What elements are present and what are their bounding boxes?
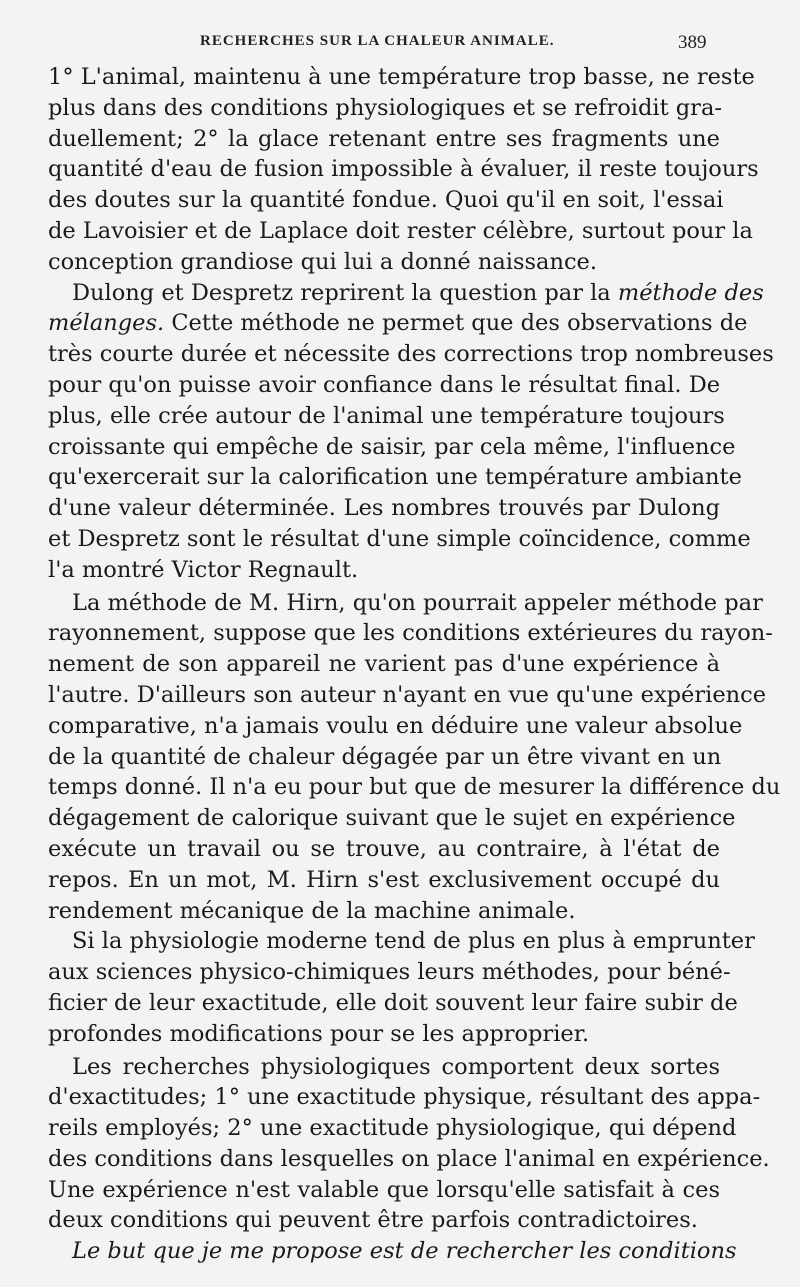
body-text <box>48 62 781 1267</box>
text-line: dégagement de calorique suivant que le sujet en expérience <box>48 805 736 832</box>
text-line <box>48 1236 737 1267</box>
text-line: très courte durée et nécessite des corrections trop nombreuses <box>48 341 774 368</box>
text-line: rendement mécanique de la machine animale. <box>48 897 576 924</box>
italic-sentence: Le but que je me propose est de rechercher les conditions <box>72 1238 737 1265</box>
text-line: l'a montré Victor Regnault. <box>48 556 359 583</box>
text-line <box>48 278 764 309</box>
text-line: Si la physiologie moderne tend de plus en plus à emprunter <box>72 928 755 955</box>
text-line: Une expérience n'est valable que lorsqu'elle satisfait à ces <box>48 1176 720 1203</box>
text-line: comparative, n'a jamais voulu en déduire une valeur absolue <box>48 712 743 739</box>
text-line: La méthode de M. Hirn, qu'on pourrait appeler méthode par <box>72 589 763 616</box>
text-line: quantité d'eau de fusion impossible à évaluer, il reste toujours <box>48 156 759 183</box>
text-line: et Despretz sont le résultat d'une simple coïncidence, comme <box>48 525 751 552</box>
text-line: exécute un travail ou se trouve, au contraire, à l'état de <box>48 835 720 862</box>
text-line: des doutes sur la quantité fondue. Quoi qu'il en soit, l'essai <box>48 187 724 214</box>
text-line: aux sciences physico-chimiques leurs méthodes, pour béné- <box>48 959 731 986</box>
text-line: de Lavoisier et de Laplace doit rester célèbre, surtout pour la <box>48 217 753 244</box>
text-line: plus dans des conditions physiologiques et se refroidit gra- <box>48 94 722 121</box>
text-line: nement de son appareil ne varient pas d'une expérience à <box>48 651 720 678</box>
text-line <box>48 308 748 339</box>
text-line: pour qu'on puisse avoir confiance dans le résultat final. De <box>48 371 721 398</box>
text-line: 1° L'animal, maintenu à une température trop basse, ne reste <box>48 64 755 90</box>
text-line: profondes modifications pour se les approprier. <box>48 1020 590 1047</box>
text-line: d'exactitudes; 1° une exactitude physique, résultant des appa- <box>48 1084 761 1111</box>
text-segment: Cette méthode ne permet que des observations de <box>171 310 748 337</box>
text-line: des conditions dans lesquelles on place l'animal en expérience. <box>48 1145 770 1172</box>
italic-term: mélanges. <box>48 310 165 337</box>
text-line: deux conditions qui peuvent être parfois contradictoires. <box>48 1207 698 1234</box>
text-line: conception grandiose qui lui a donné naissance. <box>48 248 598 275</box>
text-line: duellement; 2° la glace retenant entre ses fragments une <box>48 125 720 152</box>
text-line: croissante qui empêche de saisir, par cela même, l'influence <box>48 433 736 460</box>
text-segment: Dulong et Despretz reprirent la question par la <box>72 279 611 306</box>
page-number: 389 <box>678 32 707 53</box>
text-line: ficier de leur exactitude, elle doit souvent leur faire subir de <box>48 989 738 1016</box>
text-line: plus, elle crée autour de l'animal une température toujours <box>48 402 725 429</box>
text-line: de la quantité de chaleur dégagée par un être vivant en un <box>48 743 722 770</box>
text-line: reils employés; 2° une exactitude physiologique, qui dépend <box>48 1115 737 1142</box>
text-line: Les recherches physiologiques comportent deux sortes <box>72 1053 720 1080</box>
text-line: temps donné. Il n'a eu pour but que de mesurer la différence du <box>48 774 781 801</box>
page-header <box>0 33 800 57</box>
italic-term: méthode des <box>617 279 764 306</box>
text-line: d'une valeur déterminée. Les nombres trouvés par Dulong <box>48 495 720 522</box>
text-line: rayonnement, suppose que les conditions extérieures du rayon- <box>48 620 773 647</box>
text-line: l'autre. D'ailleurs son auteur n'ayant en vue qu'une expérience <box>48 681 767 708</box>
text-line: repos. En un mot, M. Hirn s'est exclusivement occupé du <box>48 866 720 893</box>
text-line: qu'exercerait sur la calorification une température ambiante <box>48 464 742 491</box>
running-head: RECHERCHES SUR LA CHALEUR ANIMALE. <box>200 33 555 49</box>
